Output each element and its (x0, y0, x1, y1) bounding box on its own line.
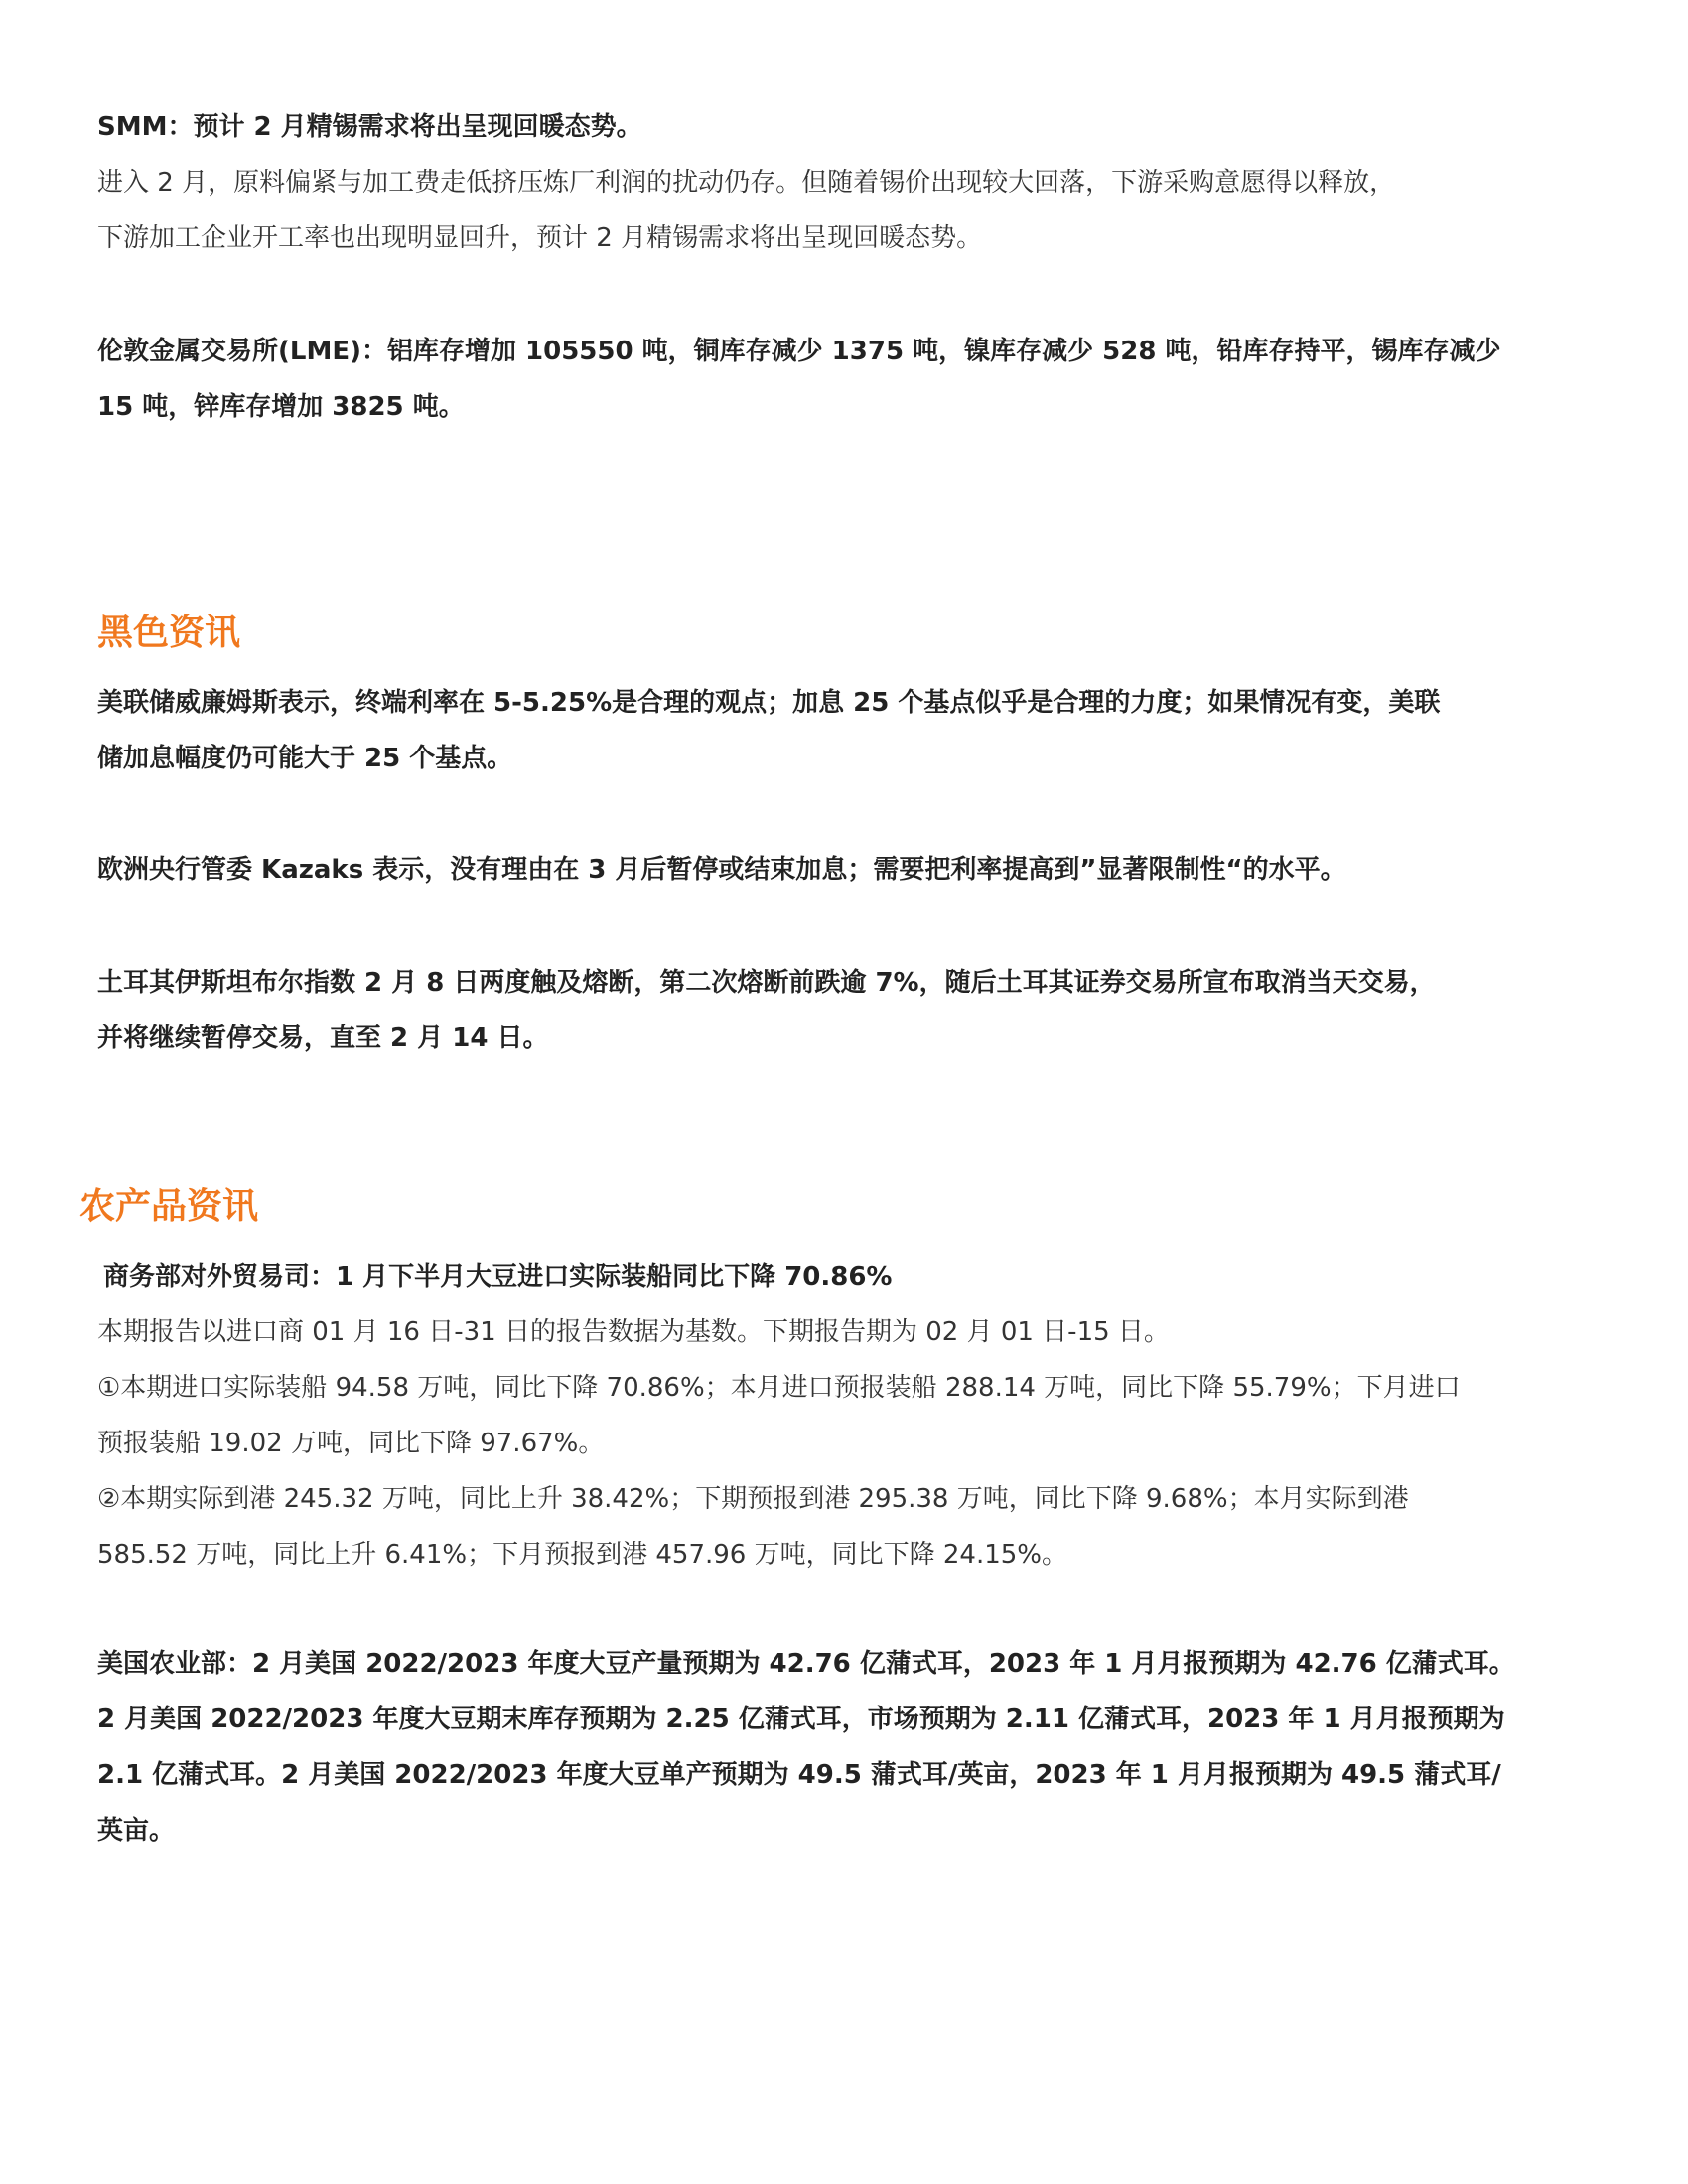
mofcom-line-5: 585.52 万吨，同比上升 6.41%；下月预报到港 457.96 万吨，同比下降 24.15%。 (97, 1540, 1068, 1570)
mofcom-paragraph (97, 1304, 1587, 1582)
ecb-kazaks-paragraph: 欧洲央行管委 Kazaks 表示，没有理由在 3 月后暂停或结束加息；需要把利率提高到”显著限制性“的水平。 (97, 855, 1346, 885)
mofcom-line-1: 本期报告以进口商 01 月 16 日-31 日的报告数据为基数。下期报告期为 02 月 01 日-15 日。 (97, 1317, 1170, 1347)
fed-williams-paragraph (97, 675, 1587, 786)
section-heading-black: 黑色资讯 (97, 613, 241, 653)
usda-line-4: 英亩。 (97, 1816, 176, 1845)
mofcom-line-4: ②本期实际到港 245.32 万吨，同比上升 38.42%；下期预报到港 295.38 万吨，同比下降 9.68%；本月实际到港 (97, 1484, 1409, 1514)
turkey-line-1: 土耳其伊斯坦布尔指数 2 月 8 日两度触及熔断，第二次熔断前跌逾 7%，随后土耳其证券交易所宣布取消当天交易， (97, 968, 1436, 998)
usda-line-2: 2 月美国 2022/2023 年度大豆期末库存预期为 2.25 亿蒲式耳，市场预期为 2.11 亿蒲式耳，2023 年 1 月月报预期为 (97, 1705, 1505, 1734)
fed-line-2: 储加息幅度仍可能大于 25 个基点。 (97, 744, 513, 773)
usda-paragraph (97, 1636, 1587, 1858)
lme-line-1: 伦敦金属交易所(LME)：铝库存增加 105550 吨，铜库存减少 1375 吨，镍库存减少 528 吨，铅库存持平，锡库存减少 (97, 337, 1501, 366)
usda-line-3: 2.1 亿蒲式耳。2 月美国 2022/2023 年度大豆单产预期为 49.5 蒲式耳/英亩，2023 年 1 月月报预期为 49.5 蒲式耳/ (97, 1760, 1501, 1790)
mofcom-line-3: 预报装船 19.02 万吨，同比下降 97.67%。 (97, 1429, 605, 1458)
smm-paragraph (97, 155, 1587, 266)
lme-line-2: 15 吨，锌库存增加 3825 吨。 (97, 392, 465, 422)
turkey-line-2: 并将继续暂停交易，直至 2 月 14 日。 (97, 1024, 549, 1053)
usda-line-1: 美国农业部：2 月美国 2022/2023 年度大豆产量预期为 42.76 亿蒲式耳，2023 年 1 月月报预期为 42.76 亿蒲式耳。 (97, 1649, 1515, 1679)
lme-inventory-paragraph (97, 324, 1587, 435)
smm-line-2: 下游加工企业开工率也出现明显回升，预计 2 月精锡需求将出呈现回暖态势。 (97, 223, 983, 253)
section-heading-agri: 农产品资讯 (79, 1186, 259, 1227)
fed-line-1: 美联储威廉姆斯表示，终端利率在 5-5.25%是合理的观点；加息 25 个基点似乎是合理的力度；如果情况有变，美联 (97, 688, 1441, 718)
smm-headline: SMM：预计 2 月精锡需求将出呈现回暖态势。 (97, 112, 642, 142)
smm-line-1: 进入 2 月，原料偏紧与加工费走低挤压炼厂利润的扰动仍存。但随着锡价出现较大回落，下游采购意愿得以释放， (97, 168, 1396, 198)
mofcom-line-2: ①本期进口实际装船 94.58 万吨，同比下降 70.86%；本月进口预报装船 288.14 万吨，同比下降 55.79%；下月进口 (97, 1373, 1461, 1403)
mofcom-headline: 商务部对外贸易司：1 月下半月大豆进口实际装船同比下降 70.86% (103, 1262, 893, 1292)
turkey-index-paragraph (97, 955, 1587, 1066)
